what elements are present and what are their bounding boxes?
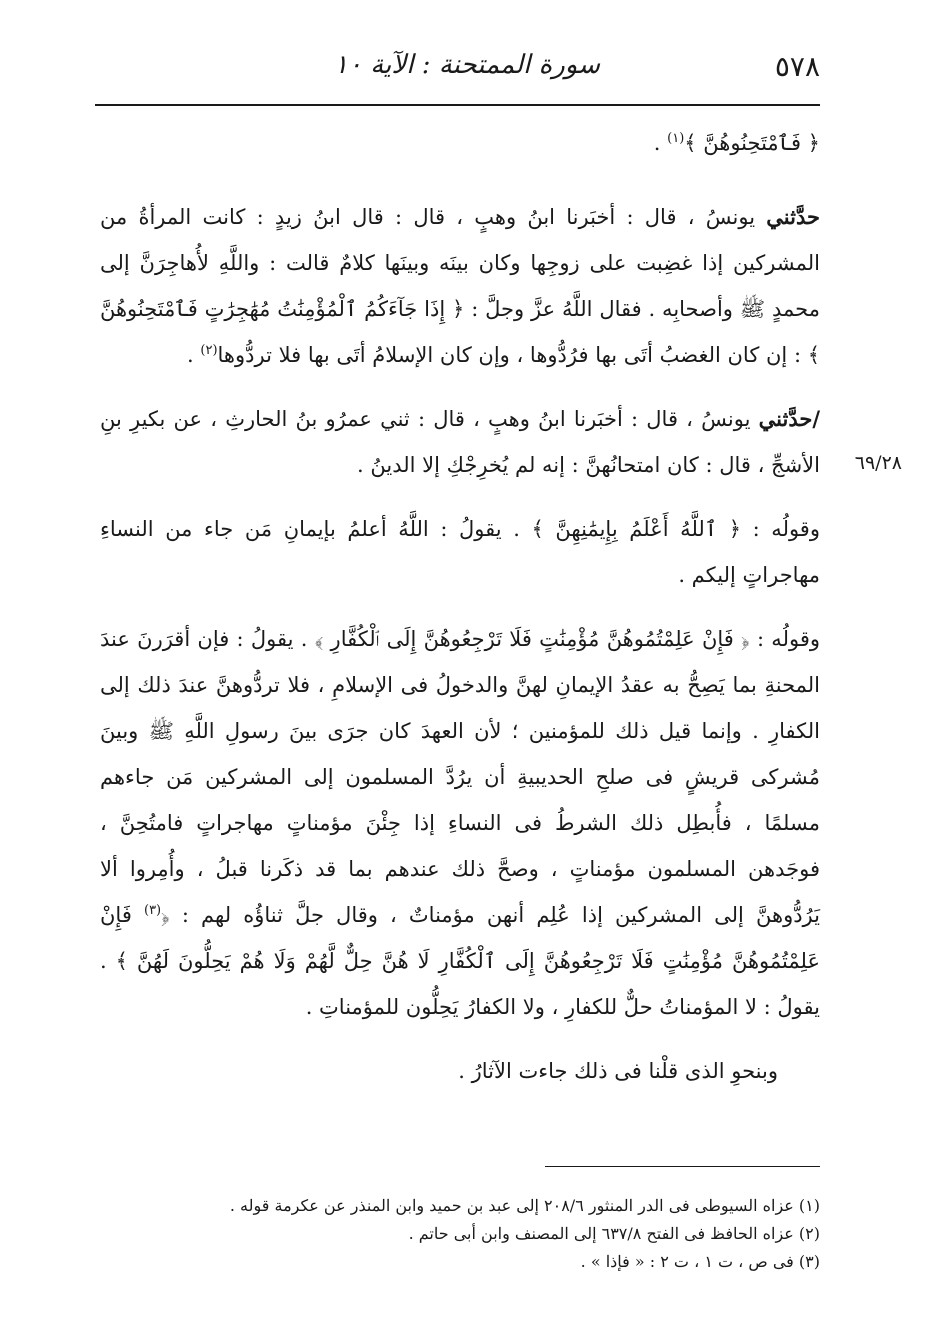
paragraph-text: يونسُ ، قال : أخبَرنا ابنُ وهبٍ ، قال : ثني عمرُو بنُ الحارثِ ، عن بكيرِ بنِ الأشجِّ ، قال : كان امتحانُهنَّ : إنه لم يُخرِجْكِ إلا الدينُ .	[100, 407, 820, 477]
heading-verse: ﴿ فَٱمْتَحِنُوهُنَّ ﴾	[684, 131, 820, 155]
heading-verse-paragraph: ﴿ فَٱمْتَحِنُوهُنَّ ﴾$^{(١)}$ .	[653, 131, 820, 155]
running-title: سورة الممتحنة : الآية ١٠	[334, 50, 600, 80]
footnote-marker: (١)	[667, 131, 685, 146]
paragraph-text: يونسُ ، قال : أخبَرنا ابنُ وهبٍ ، قال : قال ابنُ زيدٍ : كانت المرأةُ من المشركين إذا غضِبت على زوجِها وكان بينَه وبينَها كلامٌ قالت : واللَّهِ لأُهاجِرَنَّ إلى محمدٍ ﷺ وأصحابِه . فقال اللَّهُ عزَّ وجلَّ : ﴿ إِذَا جَآءَكُمُ ٱلْمُؤْمِنَٰتُ مُهَٰجِرَٰتٍ فَٱمْتَحِنُوهُنَّ ﴾ : إن كان الغضبُ أتَى بها فرُدُّوها ، وإن كان الإسلامُ أتَى بها فلا تردُّوها	[100, 205, 820, 367]
paragraph-text: فَإِنْ عَلِمْتُمُوهُنَّ مُؤْمِنَٰتٍ فَلَا تَرْجِعُوهُنَّ إِلَى ٱلْكُفَّارِ لَا هُنَّ حِلٌّ لَّهُمْ وَلَا هُمْ يَحِلُّونَ لَهُنَّ ﴾ . يقولُ : لا المؤمناتُ حلٌّ للكفارِ ، ولا الكفارُ يَحِلُّون للمؤمناتِ .	[100, 903, 820, 1019]
footnote-rule	[545, 1166, 820, 1167]
page-number: ٥٧٨	[774, 50, 820, 83]
paragraph-text: وقولُه : ﴿ ٱللَّهُ أَعْلَمُ بِإِيمَٰنِهِنَّ ﴾ . يقولُ : اللَّهُ أعلمُ بإيمانِ مَن جاء من النساءِ مهاجراتٍ إليكم .	[100, 517, 820, 587]
footnotes	[130, 1192, 820, 1276]
footnote-marker: (٣)	[143, 903, 162, 918]
main-text	[100, 120, 820, 1112]
paragraph-4	[100, 616, 820, 1030]
paragraph-3	[100, 506, 820, 598]
footnote-3: (٣) فى ص ، ت ١ ، ت ٢ : « فإذا » .	[580, 1252, 820, 1271]
footnote-1: (١) عزاه السيوطى فى الدر المنثور ٢٠٨/٦ إلى عبد بن حميد وابن المنذر عن عكرمة قوله .	[229, 1196, 820, 1215]
paragraph-text: وبنحوِ الذى قلْنا فى ذلك جاءت الآثارُ .	[458, 1059, 778, 1083]
hadith-lead: /حدَّثني	[758, 406, 820, 431]
page-header	[95, 44, 820, 94]
hadith-lead: حدَّثني	[766, 204, 820, 229]
paragraph-text: وقولُه : ﴿ فَإِنْ عَلِمْتُمُوهُنَّ مُؤْمِنَٰتٍ فَلَا تَرْجِعُوهُنَّ إِلَى ٱلْكُفَّارِ ﴾ . يقولُ : فإن أقرَرنَ عندَ المحنةِ بما يَصِحُّ به عقدُ الإيمانِ لهنَّ والدخولُ فى الإسلامِ ، فلا تردُّوهنَّ عندَ ذلك إلى الكفارِ . وإنما قيل ذلك للمؤمنين ؛ لأن العهدَ كان جرَى بينَ رسولِ اللَّهِ ﷺ وبينَ مُشركى قريشٍ فى صلحِ الحديبيةِ أن يرُدَّ المسلمون إلى المشركين مَن جاءهم مسلمًا ، فأُبطِل ذلك الشرطُ فى النساءِ إذا جِئْنَ مؤمناتٍ مهاجراتٍ فامتُحِنَّ ، فوجَدهن المسلمون مؤمناتٍ ، وصحَّ ذلك عندهم بما قد ذكَرنا قبلُ ، وأُمِروا ألا يَرُدُّوهنَّ إلى المشركين إذا عُلِم أنهن مؤمناتٌ ، وقال جلَّ ثناؤُه لهم : ﴿	[100, 627, 820, 927]
paragraph-2	[100, 396, 820, 488]
margin-volume-page-ref: ٦٩/٢٨	[854, 452, 902, 474]
header-rule	[95, 104, 820, 106]
footnote-2: (٢) عزاه الحافظ فى الفتح ٦٣٧/٨ إلى المصنف وابن أبى حاتم .	[408, 1224, 820, 1243]
paragraph-1: حدَّثني يونسُ ، قال : أخبَرنا ابنُ وهبٍ ، قال : قال ابنُ زيدٍ : كانت المرأةُ من المشركين إذا غضِبت على زوجِها وكان بينَه وبينَها كلامٌ قالت : واللَّهِ لأُهاجِرَنَّ إلى محمدٍ ﷺ وأصحابِه . فقال اللَّهُ عزَّ وجلَّ : ﴿ إِذَا جَآءَكُمُ ٱلْمُؤْمِنَٰتُ مُهَٰجِرَٰتٍ فَٱمْتَحِنُوهُنَّ ﴾ : إن كان الغضبُ أتَى بها فرُدُّوها ، وإن كان الإسلامُ أتَى بها فلا تردُّوها$^{(٢)}$ .	[100, 204, 820, 367]
paragraph-5	[100, 1048, 820, 1094]
footnote-marker: (٢)	[200, 343, 218, 358]
